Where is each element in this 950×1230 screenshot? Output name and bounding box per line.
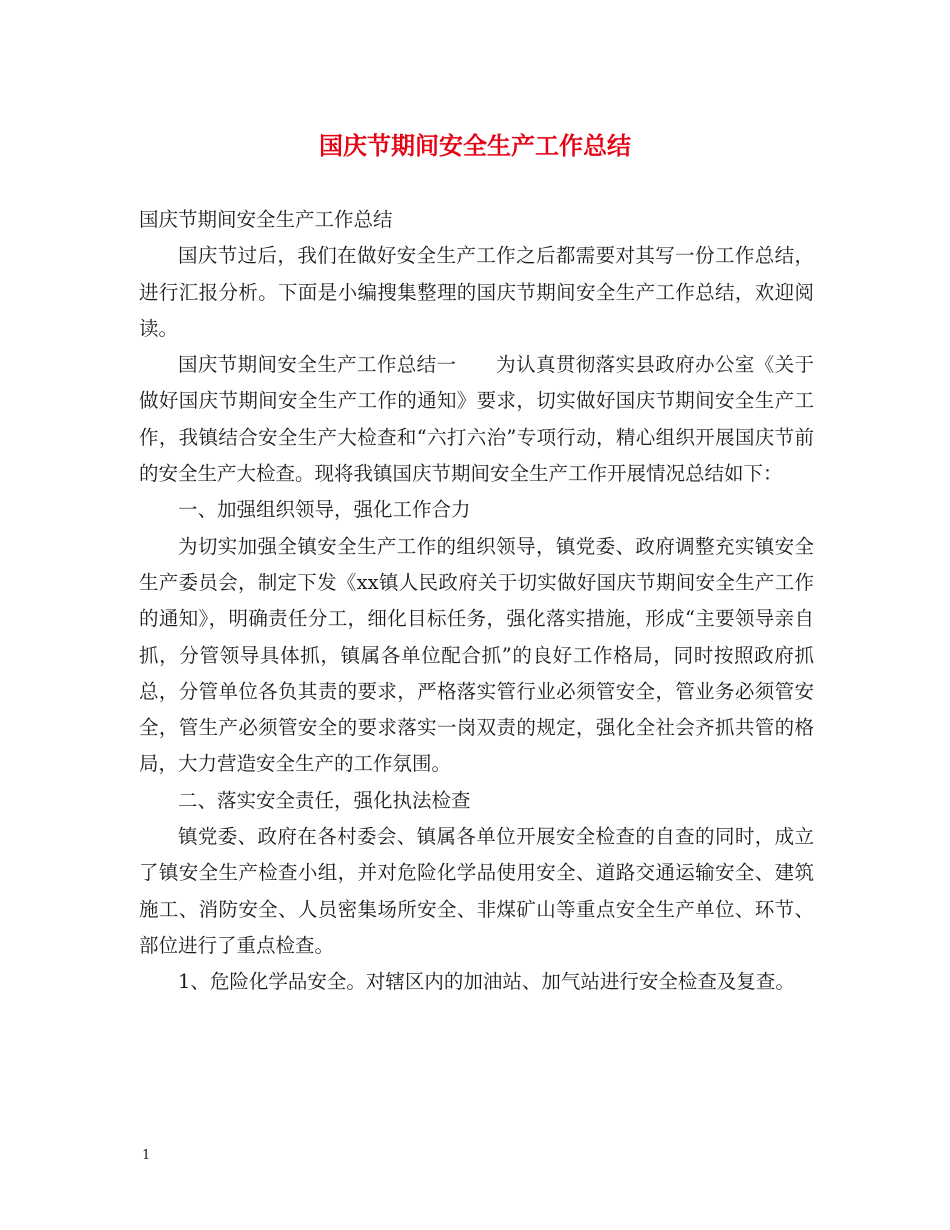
section-1-paragraph: 为切实加强全镇安全生产工作的组织领导，镇党委、政府调整充实镇安全生产委员会，制定下发《xx镇人民政府关于切实做好国庆节期间安全生产工作的通知》，明确责任分工，细化目标任务，强化落实措施，形成“主要领导亲自抓，分管领导具体抓，镇属各单位配合抓”的良好工作格局，同时按照政府抓总，分管单位各负其责的要求，严格落实管行业必须管安全，管业务必须管安全，管生产必须管安全的要求落实一岗双责的规定，强化全社会齐抓共管的格局，大力营造安全生产的工作氛围。 bbox=[139, 534, 814, 776]
section-heading-1: 一、加强组织领导，强化工作合力 bbox=[178, 498, 471, 522]
intro-paragraph: 国庆节过后，我们在做好安全生产工作之后都需要对其写一份工作总结，进行汇报分析。下面是小编搜集整理的国庆节期间安全生产工作总结，欢迎阅读。 bbox=[139, 244, 814, 340]
document-body bbox=[139, 202, 814, 1001]
section-heading-2: 二、落实安全责任，强化执法检查 bbox=[178, 788, 471, 812]
page-title: 国庆节期间安全生产工作总结 bbox=[319, 132, 631, 160]
subtitle-paragraph: 国庆节期间安全生产工作总结 bbox=[139, 208, 393, 231]
section-2-paragraph: 镇党委、政府在各村委会、镇属各单位开展安全检查的自查的同时，成立了镇安全生产检查小组，并对危险化学品使用安全、道路交通运输安全、建筑施工、消防安全、人员密集场所安全、非煤矿山等重点安全生产单位、环节、部位进行了重点检查。 bbox=[139, 825, 814, 957]
page-number: 1 bbox=[142, 1148, 151, 1163]
item-1-paragraph: 1、危险化学品安全。对辖区内的加油站、加气站进行安全检查及复查。 bbox=[178, 970, 795, 994]
summary-one-paragraph: 国庆节期间安全生产工作总结一 为认真贯彻落实县政府办公室《关于做好国庆节期间安全生产工作的通知》要求，切实做好国庆节期间安全生产工作，我镇结合安全生产大检查和“六打六治”专项行动，精心组织开展国庆节前的安全生产大检查。现将我镇国庆节期间安全生产工作开展情况总结如下： bbox=[139, 353, 814, 486]
